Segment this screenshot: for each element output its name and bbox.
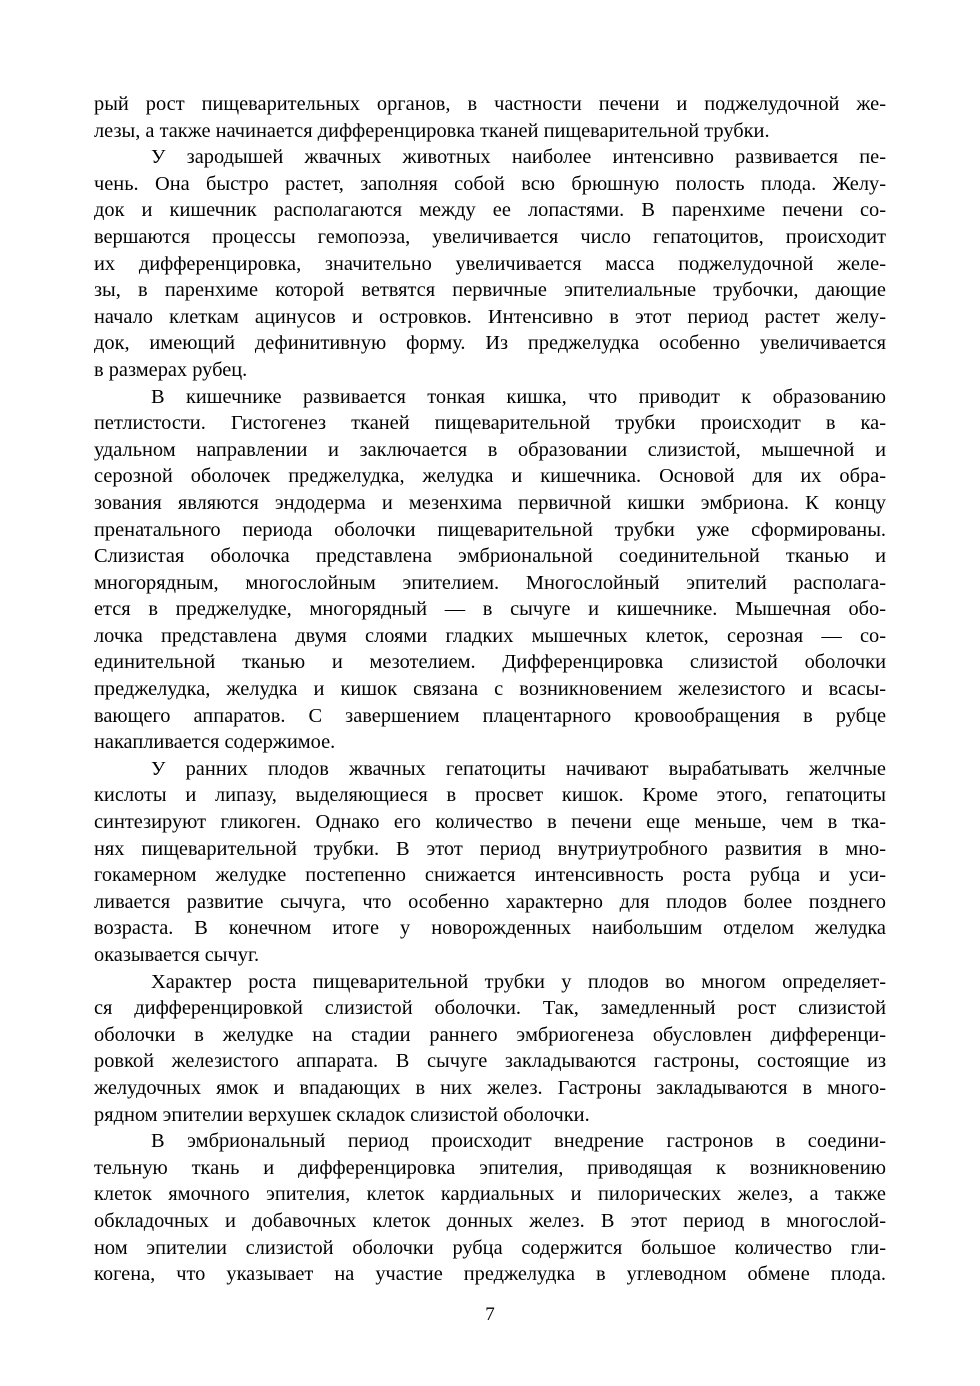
text-line: У зародышей жвачных животных наиболее интенсивно развивается пе- bbox=[151, 146, 886, 169]
text-line: вающего аппаратов. С завершением плацентарного кровообращения в рубце bbox=[94, 704, 886, 727]
text-line: начало клеткам ацинусов и островков. Интенсивно в этот период растет желу- bbox=[94, 305, 886, 328]
text-line: синтезируют гликоген. Однако его количество в печени еще меньше, чем в тка- bbox=[94, 811, 886, 834]
text-line: ся дифференцировкой слизистой оболочки. Так, замедленный рост слизистой bbox=[94, 997, 886, 1020]
text-line: гокамерном желудке постепенно снижается интенсивность роста рубца и уси- bbox=[94, 864, 886, 887]
text-line: кислоты и липазу, выделяющиеся в просвет кишок. Кроме этого, гепатоциты bbox=[94, 784, 886, 807]
paragraph bbox=[94, 144, 886, 383]
text-line: ливается развитие сычуга, что особенно характерно для плодов более позднего bbox=[94, 890, 886, 913]
text-line: В кишечнике развивается тонкая кишка, что приводит к образованию bbox=[151, 385, 886, 408]
text-line: док, имеющий дефинитивную форму. Из преджелудка особенно увеличивается bbox=[94, 332, 886, 355]
text-line: ется в преджелудке, многорядный — в сычуге и кишечнике. Мышечная обо- bbox=[94, 598, 886, 621]
text-line: лезы, а также начинается дифференцировка тканей пищеварительной трубки. bbox=[94, 119, 770, 142]
text-line: ном эпителии слизистой оболочки рубца содержится большое количество гли- bbox=[94, 1236, 886, 1259]
text-line: зования являются эндодерма и мезенхима первичной кишки эмбриона. К концу bbox=[94, 491, 886, 514]
text-line: Слизистая оболочка представлена эмбриональной соединительной тканью и bbox=[94, 545, 886, 568]
text-line: пренатального периода оболочки пищеварительной трубки уже сформированы. bbox=[94, 518, 886, 541]
text-line: возраста. В конечном итоге у новорожденных наибольшим отделом желудка bbox=[94, 917, 886, 940]
paragraph bbox=[94, 969, 886, 1129]
text-line: рядном эпителии верхушек складок слизистой оболочки. bbox=[94, 1103, 590, 1126]
text-line: оказывается сычуг. bbox=[94, 944, 260, 966]
text-line: преджелудка, желудка и кишок связана с возникновением железистого и всасы- bbox=[94, 678, 886, 701]
text-line: вершаются процессы гемопоэза, увеличивается число гепатоцитов, происходит bbox=[94, 225, 886, 248]
paragraph bbox=[94, 756, 886, 969]
text-line: рый рост пищеварительных органов, в частности печени и поджелудочной же- bbox=[94, 93, 886, 115]
text-line: желудочных ямок и впадающих в них желез. Гастроны закладываются в много- bbox=[94, 1076, 886, 1099]
text-line: лочка представлена двумя слоями гладких мышечных клеток, серозная — со- bbox=[94, 624, 886, 647]
body-text bbox=[94, 91, 886, 1288]
text-line: обкладочных и добавочных клеток донных желез. В этот период в многослой- bbox=[94, 1209, 886, 1232]
text-line: оболочки в желудке на стадии раннего эмбриогенеза обусловлен дифференци- bbox=[94, 1023, 886, 1046]
text-line: когена, что указывает на участие преджелудка в углеводном обмене плода. bbox=[94, 1263, 886, 1286]
text-line: тельную ткань и дифференцировка эпителия, приводящая к возникновению bbox=[94, 1156, 886, 1179]
paragraph bbox=[94, 384, 886, 756]
text-line: док и кишечник располагаются между ее лопастями. В паренхиме печени со- bbox=[94, 199, 886, 222]
text-line: Характер роста пищеварительной трубки у плодов во многом определяет- bbox=[151, 970, 886, 993]
text-line: в размерах рубец. bbox=[94, 358, 248, 381]
page-number: 7 bbox=[485, 1304, 495, 1325]
text-line: ровкой железистого аппарата. В сычуге закладываются гастроны, состоящие из bbox=[94, 1050, 886, 1073]
text-line: их дифференцировка, значительно увеличивается масса поджелудочной желе- bbox=[94, 252, 886, 275]
paragraph bbox=[94, 91, 886, 144]
text-line: петлистости. Гистогенез тканей пищеварительной трубки происходит в ка- bbox=[94, 412, 886, 435]
text-line: клеток ямочного эпителия, клеток кардиальных и пилорических желез, а также bbox=[94, 1183, 886, 1206]
text-line: серозной оболочек преджелудка, желудка и кишечника. Основой для их обра- bbox=[94, 465, 886, 488]
text-line: зы, в паренхиме которой ветвятся первичные эпителиальные трубочки, дающие bbox=[94, 279, 886, 302]
text-line: нях пищеварительной трубки. В этот период внутриутробного развития в мно- bbox=[94, 837, 886, 860]
text-line: накапливается содержимое. bbox=[94, 731, 336, 754]
text-line: многорядным, многослойным эпителием. Многослойный эпителий располага- bbox=[94, 571, 886, 594]
paragraph bbox=[94, 1128, 886, 1288]
text-line: У ранних плодов жвачных гепатоциты начивают вырабатывать желчные bbox=[151, 757, 886, 780]
text-line: чень. Она быстро растет, заполняя собой всю брюшную полость плода. Желу- bbox=[94, 172, 886, 195]
text-line: удальном направлении и заключается в образовании слизистой, мышечной и bbox=[94, 438, 886, 461]
text-line: В эмбриональный период происходит внедрение гастронов в соедини- bbox=[151, 1130, 886, 1153]
text-line: единительной тканью и мезотелием. Дифференцировка слизистой оболочки bbox=[94, 651, 886, 674]
